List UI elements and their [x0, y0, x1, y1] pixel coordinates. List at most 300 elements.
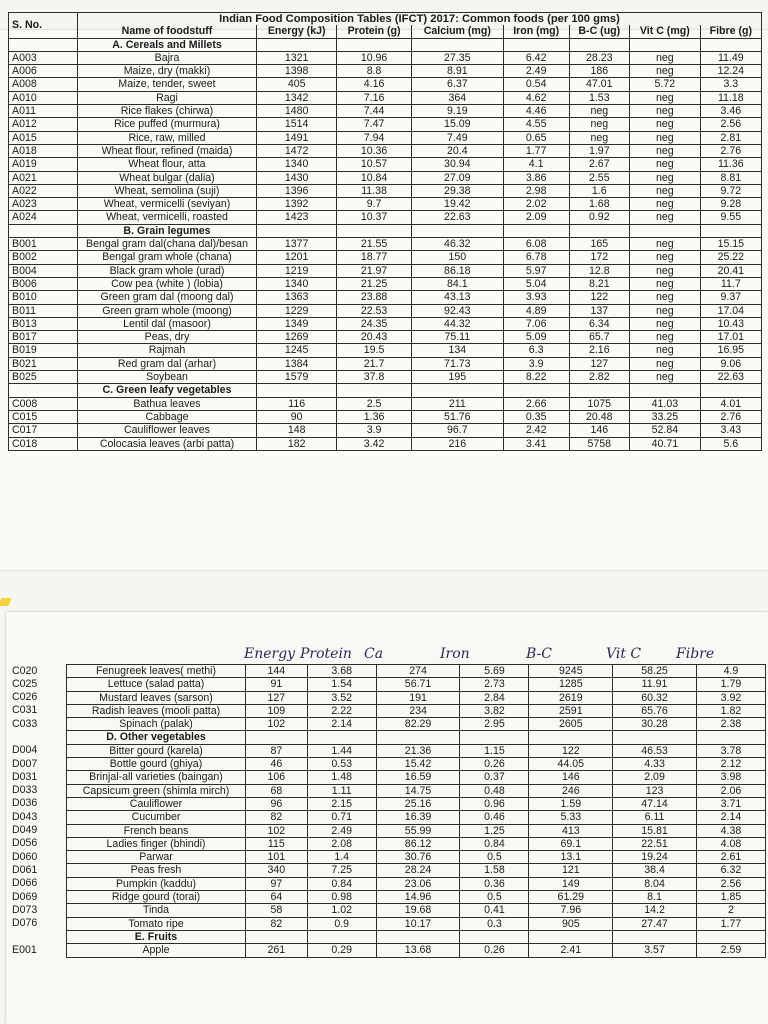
food-name: Ragi: [78, 91, 257, 104]
food-name: Rice, raw, milled: [78, 131, 257, 144]
food-name: Mustard leaves (sarson): [67, 691, 246, 704]
calcium: 86.18: [411, 264, 503, 277]
fibre: 1.82: [696, 704, 765, 717]
protein: 21.25: [337, 277, 411, 290]
beta-carotene: 149: [529, 877, 613, 890]
energy: 405: [257, 78, 337, 91]
vit-c: 30.28: [613, 718, 697, 731]
protein: 2.49: [307, 824, 376, 837]
food-id: B021: [9, 357, 78, 370]
vit-c: 3.57: [613, 944, 697, 957]
food-id: D060: [12, 850, 38, 863]
energy: 116: [257, 397, 337, 410]
empty-cell: [307, 930, 376, 943]
iron: 8.22: [503, 371, 569, 384]
food-id: C020: [12, 664, 38, 677]
calcium: 7.49: [411, 131, 503, 144]
section-header-row: [9, 384, 762, 397]
table-row: [9, 357, 762, 370]
food-name: Green gram dal (moong dal): [78, 291, 257, 304]
energy: 46: [246, 758, 308, 771]
calcium: 211: [411, 397, 503, 410]
calcium: 10.17: [376, 917, 460, 930]
food-name: Wheat flour, atta: [78, 158, 257, 171]
vit-c: neg: [630, 331, 701, 344]
empty-cell: [257, 224, 337, 237]
beta-carotene: 1.59: [529, 797, 613, 810]
iron: 0.26: [460, 944, 529, 957]
beta-carotene: 61.29: [529, 891, 613, 904]
calcium: 15.42: [376, 758, 460, 771]
empty-cell: [696, 731, 765, 744]
beta-carotene: 5.33: [529, 811, 613, 824]
beta-carotene: 0.92: [569, 211, 630, 224]
beta-carotene: 20.48: [569, 410, 630, 423]
fibre: 2.59: [696, 944, 765, 957]
empty-cell: [569, 38, 630, 51]
food-name: Bathua leaves: [78, 397, 257, 410]
table-row: [9, 118, 762, 131]
calcium: 6.37: [411, 78, 503, 91]
protein: 7.47: [337, 118, 411, 131]
food-id: D066: [12, 877, 38, 890]
energy: 1363: [257, 291, 337, 304]
protein: 3.52: [307, 691, 376, 704]
iron: 2.73: [460, 678, 529, 691]
vit-c: 8.04: [613, 877, 697, 890]
energy: 1423: [257, 211, 337, 224]
iron: 7.06: [503, 317, 569, 330]
food-name: Ridge gourd (torai): [67, 891, 246, 904]
table-row: [9, 331, 762, 344]
calcium: 21.36: [376, 744, 460, 757]
empty-cell: [503, 38, 569, 51]
fibre: 6.32: [696, 864, 765, 877]
beta-carotene: 2605: [529, 718, 613, 731]
energy: 182: [257, 437, 337, 450]
calcium: 134: [411, 344, 503, 357]
vit-c: neg: [630, 238, 701, 251]
protein: 8.8: [337, 65, 411, 78]
food-id: A011: [9, 105, 78, 118]
food-name: Maize, tender, sweet: [78, 78, 257, 91]
energy: 102: [246, 824, 308, 837]
vit-c: neg: [630, 158, 701, 171]
iron: 6.42: [503, 51, 569, 64]
calcium: 20.4: [411, 144, 503, 157]
energy: 91: [246, 678, 308, 691]
calcium: 8.91: [411, 65, 503, 78]
food-name: Cabbage: [78, 410, 257, 423]
fibre: 2.76: [700, 144, 761, 157]
protein: 4.16: [337, 78, 411, 91]
beta-carotene: 13.1: [529, 851, 613, 864]
protein: 1.54: [307, 678, 376, 691]
fibre: 11.49: [700, 51, 761, 64]
beta-carotene: neg: [569, 131, 630, 144]
empty-cell: [460, 731, 529, 744]
handwritten-header: Protein: [300, 646, 352, 662]
iron: 4.1: [503, 158, 569, 171]
header-sno: S. No.: [9, 13, 78, 39]
vit-c: neg: [630, 105, 701, 118]
protein: 7.94: [337, 131, 411, 144]
vit-c: neg: [630, 371, 701, 384]
protein: 19.5: [337, 344, 411, 357]
header-bc: B-C (ug): [569, 25, 630, 38]
food-name: Radish leaves (mooli patta): [67, 704, 246, 717]
calcium: 364: [411, 91, 503, 104]
fibre: 5.6: [700, 437, 761, 450]
iron: 2.95: [460, 718, 529, 731]
empty-cell: [529, 930, 613, 943]
protein: 1.36: [337, 410, 411, 423]
calcium: 30.94: [411, 158, 503, 171]
fibre: 2.56: [700, 118, 761, 131]
calcium: 96.7: [411, 424, 503, 437]
energy: 1472: [257, 144, 337, 157]
iron: 1.58: [460, 864, 529, 877]
beta-carotene: 6.34: [569, 317, 630, 330]
calcium: 22.63: [411, 211, 503, 224]
calcium: 27.09: [411, 171, 503, 184]
food-id: E001: [12, 943, 37, 956]
food-name: Cauliflower leaves: [78, 424, 257, 437]
vit-c: 15.81: [613, 824, 697, 837]
energy: 1579: [257, 371, 337, 384]
fibre: 9.06: [700, 357, 761, 370]
calcium: 92.43: [411, 304, 503, 317]
section-header-row: [9, 224, 762, 237]
beta-carotene: 47.01: [569, 78, 630, 91]
iron: 3.86: [503, 171, 569, 184]
food-id: A003: [9, 51, 78, 64]
empty-cell: [630, 38, 701, 51]
fibre: 11.36: [700, 158, 761, 171]
beta-carotene: 246: [529, 784, 613, 797]
header-name: Name of foodstuff: [78, 25, 257, 38]
empty-cell: [700, 38, 761, 51]
beta-carotene: 172: [569, 251, 630, 264]
calcium: 23.06: [376, 877, 460, 890]
calcium: 43.13: [411, 291, 503, 304]
food-id: A008: [9, 78, 78, 91]
protein: 1.11: [307, 784, 376, 797]
protein: 3.9: [337, 424, 411, 437]
protein: 0.29: [307, 944, 376, 957]
fibre: 4.08: [696, 837, 765, 850]
iron: 0.54: [503, 78, 569, 91]
table-row: [9, 238, 762, 251]
calcium: 15.09: [411, 118, 503, 131]
iron: 6.78: [503, 251, 569, 264]
fibre: 25.22: [700, 251, 761, 264]
calcium: 27.35: [411, 51, 503, 64]
vit-c: neg: [630, 184, 701, 197]
vit-c: 38.4: [613, 864, 697, 877]
food-id: A024: [9, 211, 78, 224]
food-name: French beans: [67, 824, 246, 837]
beta-carotene: 137: [569, 304, 630, 317]
header-iron: Iron (mg): [503, 25, 569, 38]
protein: 0.98: [307, 891, 376, 904]
calcium: 16.39: [376, 811, 460, 824]
table-row: [67, 784, 766, 797]
food-name: Red gram dal (arhar): [78, 357, 257, 370]
iron: 2.84: [460, 691, 529, 704]
handwritten-header: Fibre: [676, 646, 715, 662]
empty-cell: [503, 384, 569, 397]
food-id: C015: [9, 410, 78, 423]
protein: 3.68: [307, 665, 376, 678]
fibre: 9.37: [700, 291, 761, 304]
food-name: Pumpkin (kaddu): [67, 877, 246, 890]
fibre: 3.78: [696, 744, 765, 757]
food-name: Black gram whole (urad): [78, 264, 257, 277]
beta-carotene: 5758: [569, 437, 630, 450]
beta-carotene: 1.53: [569, 91, 630, 104]
beta-carotene: 2.67: [569, 158, 630, 171]
energy: 58: [246, 904, 308, 917]
fibre: 15.15: [700, 238, 761, 251]
vit-c: 14.2: [613, 904, 697, 917]
food-name: Lettuce (salad patta): [67, 678, 246, 691]
food-id: A010: [9, 91, 78, 104]
protein: 7.25: [307, 864, 376, 877]
table-row: [67, 797, 766, 810]
iron: 0.37: [460, 771, 529, 784]
energy: 1349: [257, 317, 337, 330]
calcium: 71.73: [411, 357, 503, 370]
calcium: 75.11: [411, 331, 503, 344]
vit-c: 60.32: [613, 691, 697, 704]
beta-carotene: 12.8: [569, 264, 630, 277]
table-row: [67, 944, 766, 957]
fibre: 2.81: [700, 131, 761, 144]
table-row: [67, 758, 766, 771]
food-id: B025: [9, 371, 78, 384]
energy: 96: [246, 797, 308, 810]
food-name: Bottle gourd (ghiya): [67, 758, 246, 771]
empty-cell: [569, 384, 630, 397]
beta-carotene: 2.82: [569, 371, 630, 384]
fibre: 3.92: [696, 691, 765, 704]
energy: 1269: [257, 331, 337, 344]
iron: 0.48: [460, 784, 529, 797]
food-id: C017: [9, 424, 78, 437]
food-name: Tomato ripe: [67, 917, 246, 930]
energy: 127: [246, 691, 308, 704]
fibre: 3.3: [700, 78, 761, 91]
calcium: 86.12: [376, 837, 460, 850]
food-id: B013: [9, 317, 78, 330]
table-row: [9, 371, 762, 384]
fibre: 2.61: [696, 851, 765, 864]
food-name: Wheat, vermicelli, roasted: [78, 211, 257, 224]
protein: 7.16: [337, 91, 411, 104]
food-name: Peas, dry: [78, 331, 257, 344]
calcium: 19.42: [411, 198, 503, 211]
food-id: A015: [9, 131, 78, 144]
empty-cell: [246, 930, 308, 943]
energy: 102: [246, 718, 308, 731]
beta-carotene: 122: [529, 744, 613, 757]
iron: 2.42: [503, 424, 569, 437]
iron: 2.02: [503, 198, 569, 211]
id-spacer: [12, 930, 37, 943]
energy: 115: [246, 837, 308, 850]
energy: 148: [257, 424, 337, 437]
fibre: 1.85: [696, 891, 765, 904]
table-row: [9, 251, 762, 264]
empty-cell: [337, 384, 411, 397]
energy: 1340: [257, 277, 337, 290]
protein: 2.14: [307, 718, 376, 731]
section-title: C. Green leafy vegetables: [78, 384, 257, 397]
iron: 5.09: [503, 331, 569, 344]
fibre: 2.56: [696, 877, 765, 890]
table-row: [67, 771, 766, 784]
empty-cell: [257, 384, 337, 397]
beta-carotene: 2591: [529, 704, 613, 717]
food-name: Spinach (palak): [67, 718, 246, 731]
iron: 1.15: [460, 744, 529, 757]
energy: 97: [246, 877, 308, 890]
protein: 0.9: [307, 917, 376, 930]
protein: 10.37: [337, 211, 411, 224]
food-name: Bengal gram whole (chana): [78, 251, 257, 264]
empty-cell: [696, 930, 765, 943]
beta-carotene: neg: [569, 118, 630, 131]
empty-cell: [307, 731, 376, 744]
table-title: Indian Food Composition Tables (IFCT) 2017: Common foods (per 100 gms): [78, 13, 762, 26]
vit-c: 58.25: [613, 665, 697, 678]
header-energy: Energy (kJ): [257, 25, 337, 38]
energy: 1342: [257, 91, 337, 104]
iron: 0.96: [460, 797, 529, 810]
protein: 2.5: [337, 397, 411, 410]
calcium: 16.59: [376, 771, 460, 784]
energy: 68: [246, 784, 308, 797]
table-row: [9, 397, 762, 410]
iron: 4.62: [503, 91, 569, 104]
calcium: 82.29: [376, 718, 460, 731]
food-name: Wheat bulgar (dalia): [78, 171, 257, 184]
table-row: [9, 344, 762, 357]
iron: 0.46: [460, 811, 529, 824]
fibre: 3.71: [696, 797, 765, 810]
fibre: 11.7: [700, 277, 761, 290]
fibre: 4.38: [696, 824, 765, 837]
table-row: [9, 211, 762, 224]
empty-cell: [613, 930, 697, 943]
protein: 11.38: [337, 184, 411, 197]
empty-cell: [460, 930, 529, 943]
fibre: 2: [696, 904, 765, 917]
energy: 1377: [257, 238, 337, 251]
table-row: [9, 437, 762, 450]
food-name: Green gram whole (moong): [78, 304, 257, 317]
calcium: 216: [411, 437, 503, 450]
beta-carotene: 65.7: [569, 331, 630, 344]
food-id: D004: [12, 744, 38, 757]
beta-carotene: 44.05: [529, 758, 613, 771]
energy: 1514: [257, 118, 337, 131]
vit-c: neg: [630, 131, 701, 144]
handwritten-header: Energy: [244, 646, 296, 662]
protein: 0.53: [307, 758, 376, 771]
vit-c: neg: [630, 198, 701, 211]
calcium: 25.16: [376, 797, 460, 810]
iron: 2.66: [503, 397, 569, 410]
food-id: B017: [9, 331, 78, 344]
yellow-edge-marker: [0, 598, 11, 606]
food-id: B011: [9, 304, 78, 317]
calcium: 28.24: [376, 864, 460, 877]
protein: 23.88: [337, 291, 411, 304]
iron: 2.98: [503, 184, 569, 197]
fibre: 11.18: [700, 91, 761, 104]
empty-cell: [613, 731, 697, 744]
vit-c: neg: [630, 91, 701, 104]
food-name: Bitter gourd (karela): [67, 744, 246, 757]
protein: 1.4: [307, 851, 376, 864]
vit-c: 46.53: [613, 744, 697, 757]
empty-cell: [503, 224, 569, 237]
beta-carotene: 1.97: [569, 144, 630, 157]
iron: 3.82: [460, 704, 529, 717]
empty-cell: [630, 224, 701, 237]
food-id: B019: [9, 344, 78, 357]
food-name: Soybean: [78, 371, 257, 384]
food-name: Wheat, semolina (suji): [78, 184, 257, 197]
iron: 4.46: [503, 105, 569, 118]
energy: 261: [246, 944, 308, 957]
food-name: Colocasia leaves (arbi patta): [78, 437, 257, 450]
protein: 24.35: [337, 317, 411, 330]
protein: 2.22: [307, 704, 376, 717]
table-row: [9, 131, 762, 144]
protein: 22.53: [337, 304, 411, 317]
vit-c: 11.91: [613, 678, 697, 691]
table-row: [67, 917, 766, 930]
table-row: [67, 744, 766, 757]
food-id: A018: [9, 144, 78, 157]
food-id: D056: [12, 837, 38, 850]
table-row: [9, 264, 762, 277]
fibre: 2.38: [696, 718, 765, 731]
calcium: 55.99: [376, 824, 460, 837]
fibre: 1.79: [696, 678, 765, 691]
food-id: B004: [9, 264, 78, 277]
beta-carotene: 1285: [529, 678, 613, 691]
food-name: Capsicum green (shimla mirch): [67, 784, 246, 797]
header-fibre: Fibre (g): [700, 25, 761, 38]
iron: 2.09: [503, 211, 569, 224]
calcium: 9.19: [411, 105, 503, 118]
food-name: Rice flakes (chirwa): [78, 105, 257, 118]
food-name: Maize, dry (makki): [78, 65, 257, 78]
vit-c: 6.11: [613, 811, 697, 824]
calcium: 274: [376, 665, 460, 678]
protein: 1.44: [307, 744, 376, 757]
vit-c: 5.72: [630, 78, 701, 91]
food-id: A022: [9, 184, 78, 197]
beta-carotene: 905: [529, 917, 613, 930]
vit-c: neg: [630, 144, 701, 157]
fibre: 10.43: [700, 317, 761, 330]
energy: 1398: [257, 65, 337, 78]
